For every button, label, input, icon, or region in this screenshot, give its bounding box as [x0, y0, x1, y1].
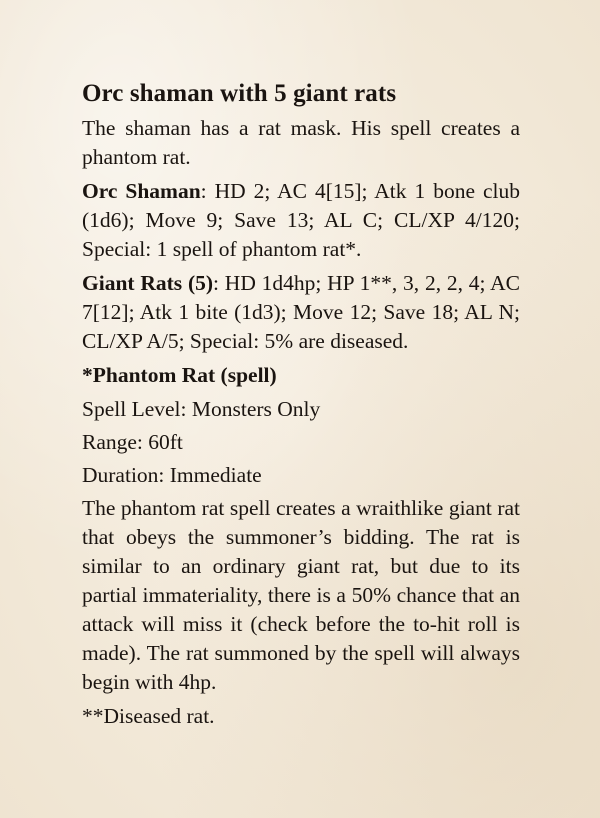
- footnote: **Diseased rat.: [82, 704, 215, 728]
- giant-rats-label: Giant Rats (5): [82, 271, 214, 295]
- spell-level: Spell Level: Monsters Only: [82, 397, 321, 421]
- entry-title: Orc shaman with 5 giant rats: [82, 80, 397, 107]
- giant-rats-statblock: [82, 269, 520, 356]
- orc-shaman-stats: : HD 2; AC 4[15]; Atk 1 bone club (1d6); Move 9; Save 13; AL C; CL/XP 4/120; Special: 1 spell of phantom rat*.: [82, 179, 520, 261]
- orc-shaman-statblock: [82, 177, 520, 264]
- giant-rats-stats: : HD 1d4hp; HP 1**, 3, 2, 2, 4; AC 7[12]; Atk 1 bite (1d3); Move 12; Save 18; AL N; CL/XP A/5; Special: 5% are diseased.: [82, 271, 521, 353]
- spell-duration: Duration: Immediate: [82, 463, 262, 487]
- orc-shaman-label: Orc Shaman: [82, 179, 201, 203]
- entry-intro: The shaman has a rat mask. His spell creates a phantom rat.: [82, 116, 520, 169]
- spell-heading: *Phantom Rat (spell): [82, 363, 277, 387]
- spell-description: The phantom rat spell creates a wraithlike giant rat that obeys the summoner’s bidding. The rat is similar to an ordinary giant rat, but due to its partial immateriality, there is a 50% chance that an attack will miss it (check before the to-hit roll is made). The rat summoned by the spell will always begin with 4hp.: [82, 496, 520, 694]
- spell-range: Range: 60ft: [82, 430, 183, 454]
